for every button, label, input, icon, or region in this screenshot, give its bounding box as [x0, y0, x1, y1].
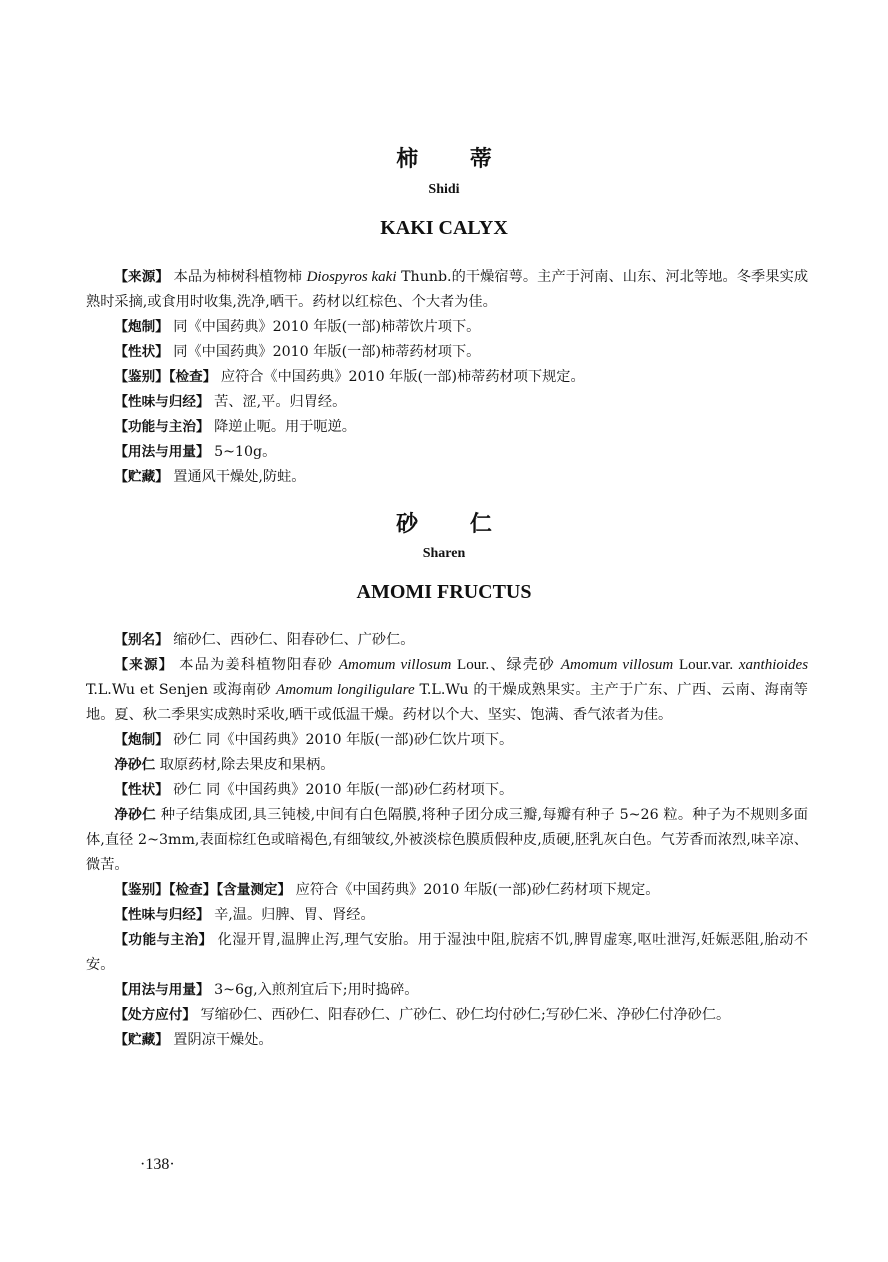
section-text: Lour.、绿壳砂: [457, 657, 556, 673]
nature-section: [86, 390, 808, 415]
section-text: 置阴凉干燥处。: [173, 1032, 273, 1048]
processing-section: [86, 728, 808, 753]
entry-body: [86, 628, 808, 1053]
functions-section: [86, 928, 808, 978]
section-label: 【鉴别】【检查】: [114, 369, 217, 385]
source-section: [86, 653, 808, 728]
source-section: [86, 265, 808, 315]
section-text: 取原药材,除去果皮和果柄。: [159, 757, 335, 773]
section-label: 【贮藏】: [114, 469, 169, 485]
section-text: 应符合《中国药典》2010 年版(一部)砂仁药材项下规定。: [295, 882, 660, 898]
section-text: 砂仁 同《中国药典》2010 年版(一部)砂仁饮片项下。: [173, 732, 514, 748]
storage-section: [86, 465, 808, 490]
section-text: 置通风干燥处,防蛀。: [173, 469, 306, 485]
section-text: 本品为柿树科植物柿: [173, 269, 302, 285]
section-label: 【来源】: [114, 657, 174, 673]
latin-name: Amomum longiligulare: [276, 682, 415, 698]
section-text: 写缩砂仁、西砂仁、阳春砂仁、广砂仁、砂仁均付砂仁;写砂仁米、净砂仁付净砂仁。: [200, 1007, 731, 1023]
section-text: 砂仁 同《中国药典》2010 年版(一部)砂仁药材项下。: [173, 782, 514, 798]
dosage-section: [86, 978, 808, 1003]
prescription-section: [86, 1003, 808, 1028]
section-text: 同《中国药典》2010 年版(一部)柿蒂药材项下。: [173, 344, 481, 360]
dosage-section: [86, 440, 808, 465]
section-label: 【别名】: [114, 632, 169, 648]
latin-name: Amomum villosum: [338, 657, 452, 673]
section-label: 【性状】: [114, 782, 169, 798]
section-label: 【贮藏】: [114, 1032, 169, 1048]
section-label: 净砂仁: [114, 807, 157, 823]
section-text: 应符合《中国药典》2010 年版(一部)柿蒂药材项下规定。: [220, 369, 585, 385]
processing-section: [86, 315, 808, 340]
latin-name: Amomum villosum: [560, 657, 674, 673]
section-text: 辛,温。归脾、胃、肾经。: [214, 907, 375, 923]
identification-section: [86, 878, 808, 903]
identification-section: [86, 365, 808, 390]
section-text: Lour.var.: [679, 657, 734, 673]
storage-section: [86, 1028, 808, 1053]
entry-title-chinese: 柿 蒂: [396, 146, 514, 172]
description-subsection: [86, 803, 808, 878]
section-text: 3~6g,入煎剂宜后下;用时捣碎。: [214, 982, 419, 998]
section-text: T.L.Wu et Senjen 或海南砂: [86, 682, 272, 698]
latin-name: xanthioides: [738, 657, 809, 673]
section-label: 【炮制】: [114, 732, 169, 748]
entry-title-chinese: 砂 仁: [396, 511, 514, 537]
section-text: 种子结集成团,具三钝棱,中间有白色隔膜,将种子团分成三瓣,每瓣有种子 5~26 粒。种子为不规则多面体,直径 2~3mm,表面棕红色或暗褐色,有细皱纹,外被淡棕色膜质假种皮,质硬,胚乳灰白色。气芳香而浓烈,味辛凉、微苦。: [86, 807, 808, 873]
section-text: 本品为姜科植物阳春砂: [179, 657, 334, 673]
entry-title-latin: KAKI CALYX: [380, 217, 508, 239]
latin-name: Diospyros kaki: [306, 269, 397, 285]
entry-title-latin: AMOMI FRUCTUS: [356, 581, 532, 603]
entry-body: [86, 265, 808, 490]
section-label: 【用法与用量】: [114, 444, 210, 460]
section-text: Thunb.的干燥宿萼。主产于河南、山东、河北等地。冬季果实成熟时采摘,或食用时收集,洗净,晒干。药材以红棕色、个大者为佳。: [86, 269, 809, 310]
alias-section: [86, 628, 808, 653]
section-text: 5~10g。: [214, 444, 277, 460]
description-section: [86, 340, 808, 365]
section-label: 【功能与主治】: [114, 419, 210, 435]
section-text: 化湿开胃,温脾止泻,理气安胎。用于湿浊中阻,脘痞不饥,脾胃虚寒,呕吐泄泻,妊娠恶阻,胎动不安。: [86, 932, 809, 973]
entry-title-pinyin: Sharen: [422, 546, 466, 561]
section-label: 【处方应付】: [114, 1007, 196, 1023]
page-number: ·138·: [140, 1156, 175, 1173]
section-text: T.L.Wu 的干燥成熟果实。主产于广东、广西、云南、海南等地。夏、秋二季果实成熟时采收,晒干或低温干燥。药材以个大、坚实、饱满、香气浓者为佳。: [86, 682, 808, 723]
section-text: 缩砂仁、西砂仁、阳春砂仁、广砂仁。: [173, 632, 415, 648]
section-text: 同《中国药典》2010 年版(一部)柿蒂饮片项下。: [173, 319, 481, 335]
section-label: 【来源】: [114, 269, 170, 285]
processing-subsection: [86, 753, 808, 778]
nature-section: [86, 903, 808, 928]
description-section: [86, 778, 808, 803]
section-label: 净砂仁: [114, 757, 156, 773]
section-label: 【用法与用量】: [114, 982, 210, 998]
section-text: 苦、涩,平。归胃经。: [214, 394, 347, 410]
section-label: 【性味与归经】: [114, 907, 210, 923]
section-label: 【性味与归经】: [114, 394, 210, 410]
section-label: 【功能与主治】: [114, 932, 213, 948]
section-label: 【鉴别】【检查】【含量测定】: [114, 882, 292, 898]
section-label: 【炮制】: [114, 319, 169, 335]
entry-title-pinyin: Shidi: [428, 182, 460, 197]
functions-section: [86, 415, 808, 440]
section-text: 降逆止呃。用于呃逆。: [214, 419, 356, 435]
section-label: 【性状】: [114, 344, 169, 360]
